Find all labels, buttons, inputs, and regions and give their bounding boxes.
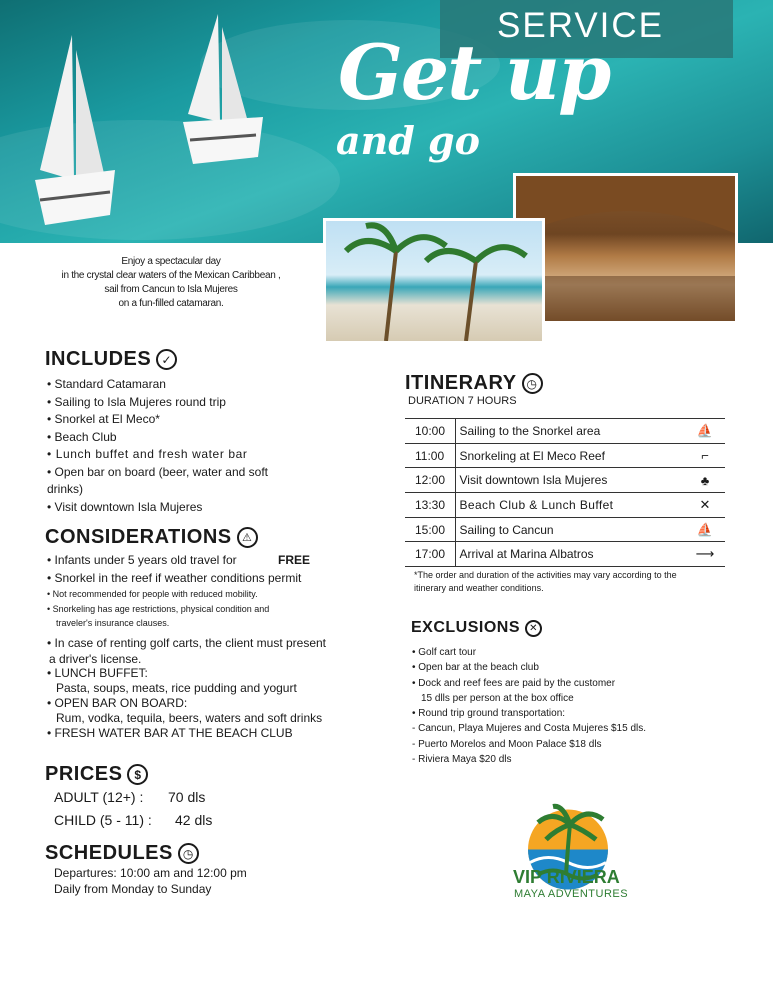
list-item: 15 dlls per person at the box office — [421, 692, 574, 704]
clock-icon: ◷ — [178, 843, 199, 864]
subheadline: and go — [336, 118, 480, 163]
close-icon: ✕ — [525, 620, 542, 637]
utensils-icon: ✕ — [685, 493, 725, 518]
free-badge: FREE — [278, 553, 311, 567]
list-item: • LUNCH BUFFET: — [47, 666, 148, 680]
table-row: 11:00 Snorkeling at El Meco Reef ⌐ — [405, 443, 725, 468]
price-row-adult: ADULT (12+) : 70 dls — [54, 789, 206, 805]
list-item: a driver's license. — [49, 652, 142, 666]
arrival-icon: ⟶ — [685, 542, 725, 567]
considerations-title: CONSIDERATIONS ⚠ — [45, 526, 258, 549]
itinerary-note: *The order and duration of the activities may vary according to the itinerary and weather conditions. — [414, 570, 677, 593]
itinerary-title: ITINERARY ◷ — [405, 372, 543, 395]
schedules-title: SCHEDULES ◷ — [45, 842, 199, 865]
price-row-child: CHILD (5 - 11) : 42 dls — [54, 812, 213, 828]
list-item: Rum, vodka, tequila, beers, waters and soft drinks — [56, 711, 323, 725]
schedule-departures: Departures: 10:00 am and 12:00 pm — [54, 866, 247, 880]
list-item: - Cancun, Playa Mujeres and Costa Mujeres $15 dls. — [412, 723, 647, 735]
palapa-roof-image — [516, 176, 738, 324]
logo-name: VIP RIVIERA — [513, 867, 620, 887]
schedule-days: Daily from Monday to Sunday — [54, 882, 212, 896]
table-row: 12:00 Visit downtown Isla Mujeres ♣ — [405, 468, 725, 493]
table-row: 15:00 Sailing to Cancun ⛵ — [405, 517, 725, 542]
service-label: SERVICE — [497, 6, 665, 45]
palm-island-icon: ♣ — [685, 468, 725, 493]
catamaran-image — [30, 30, 120, 230]
check-icon: ✓ — [156, 349, 177, 370]
includes-list — [47, 376, 268, 516]
table-row: 10:00 Sailing to the Snorkel area ⛵ — [405, 419, 725, 444]
list-item: • Snorkel at El Meco* — [47, 412, 160, 426]
list-item: traveler's insurance clauses. — [56, 618, 170, 628]
exclusions-list — [412, 645, 646, 767]
restaurant-photo — [513, 173, 738, 324]
list-item: • Golf cart tour — [412, 647, 477, 658]
list-item: - Riviera Maya $20 dls — [412, 754, 512, 766]
exclusions-title: EXCLUSIONS ✕ — [411, 619, 542, 637]
includes-title: INCLUDES ✓ — [45, 348, 177, 371]
palm-trees-image — [326, 221, 545, 344]
list-item: • Sailing to Isla Mujeres round trip — [47, 394, 226, 409]
warning-icon: ⚠ — [237, 527, 258, 548]
clock-icon: ◷ — [522, 373, 543, 394]
list-item: • Open bar on board (beer, water and soft — [47, 464, 269, 479]
prices-title: PRICES $ — [45, 763, 148, 786]
list-item: • Not recommended for people with reduced mobility. — [47, 589, 258, 599]
list-item: • Infants under 5 years old travel for — [47, 553, 237, 567]
list-item: • Beach Club — [47, 429, 117, 444]
beach-club-photo — [323, 218, 545, 344]
list-item: • Standard Catamaran — [47, 377, 166, 391]
list-item: • OPEN BAR ON BOARD: — [47, 696, 188, 710]
list-item: • Round trip ground transportation: — [412, 708, 566, 720]
table-row: 17:00 Arrival at Marina Albatros ⟶ — [405, 542, 725, 567]
itinerary-duration: DURATION 7 HOURS — [408, 395, 517, 407]
list-item: drinks) — [47, 482, 84, 496]
list-item: • Snorkeling has age restrictions, physical condition and — [47, 604, 270, 614]
list-item: • Lunch buffet and fresh water bar — [47, 447, 248, 461]
list-item: • Dock and reef fees are paid by the customer — [412, 677, 616, 689]
catamaran-image — [178, 12, 268, 167]
headline: Get up — [338, 28, 610, 117]
itinerary-table — [405, 418, 725, 567]
sailboat-icon: ⛵ — [685, 517, 725, 542]
list-item: • Visit downtown Isla Mujeres — [47, 499, 203, 514]
dollar-icon: $ — [127, 764, 148, 785]
snorkel-icon: ⌐ — [685, 443, 725, 468]
list-item: • Snorkel in the reef if weather conditions permit — [47, 571, 302, 585]
table-row: 13:30 Beach Club & Lunch Buffet ✕ — [405, 493, 725, 518]
list-item: Pasta, soups, meats, rice pudding and yogurt — [56, 681, 297, 695]
considerations-list — [47, 553, 387, 748]
logo-subtitle: MAYA ADVENTURES — [514, 888, 629, 900]
intro-text: Enjoy a spectacular day in the crystal clear waters of the Mexican Caribbean , sail from Cancun to Isla Mujeres on a fun-filled catamaran. — [61, 256, 281, 309]
list-item: • In case of renting golf carts, the client must present — [47, 636, 327, 650]
sailboat-icon: ⛵ — [685, 419, 725, 444]
list-item: - Puerto Morelos and Moon Palace $18 dls — [412, 738, 602, 750]
list-item: • FRESH WATER BAR AT THE BEACH CLUB — [47, 726, 293, 740]
list-item: • Open bar at the beach club — [412, 662, 539, 674]
